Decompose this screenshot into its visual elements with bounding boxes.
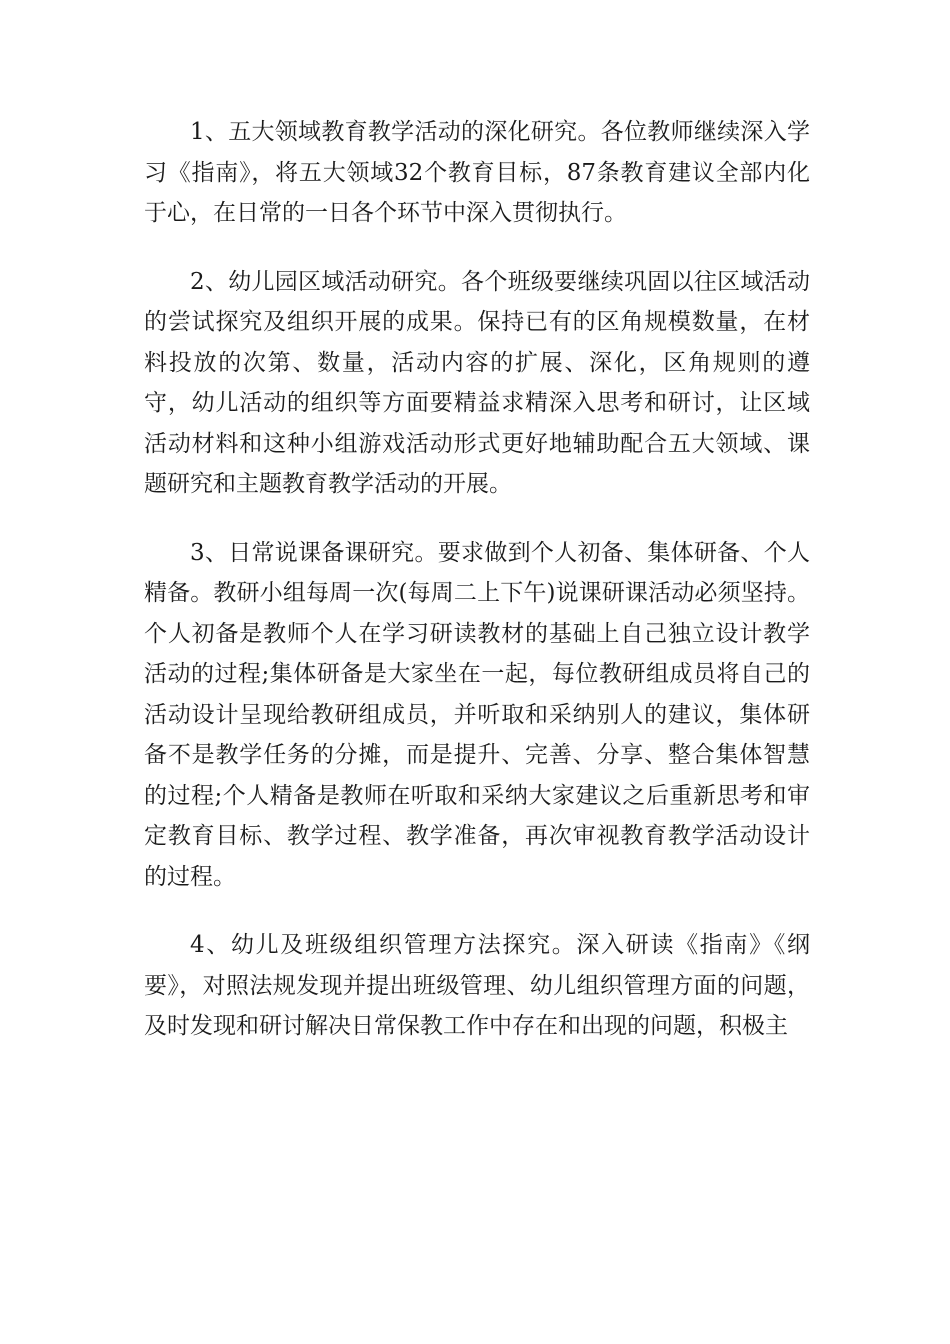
paragraph-2: 2、幼儿园区域活动研究。各个班级要继续巩固以往区域活动的尝试探究及组织开展的成果。保持已有的区角规模数量，在材料投放的次第、数量，活动内容的扩展、深化，区角规则的遵守，幼儿活动的组织等方面要精益求精深入思考和研讨，让区域活动材料和这种小组游戏活动形式更好地辅助配合五大领域、课题研究和主题教育教学活动的开展。 (144, 268, 810, 497)
paragraph-3: 3、日常说课备课研究。要求做到个人初备、集体研备、个人精备。教研小组每周一次(每周二上下午)说课研课活动必须坚持。个人初备是教师个人在学习研读教材的基础上自己独立设计教学活动的过程;集体研备是大家坐在一起，每位教研组成员将自己的活动设计呈现给教研组成员，并听取和采纳别人的建议，集体研备不是教学任务的分摊，而是提升、完善、分享、整合集体智慧的过程;个人精备是教师在听取和采纳大家建议之后重新思考和审定教育目标、教学过程、教学准备，再次审视教育教学活动设计的过程。 (144, 539, 810, 890)
paragraph-1: 1、五大领域教育教学活动的深化研究。各位教师继续深入学习《指南》，将五大领域32个教育目标，87条教育建议全部内化于心，在日常的一日各个环节中深入贯彻执行。 (144, 119, 810, 226)
paragraph-4: 4、幼儿及班级组织管理方法探究。深入研读《指南》《纲要》，对照法规发现并提出班级管理、幼儿组织管理方面的问题，及时发现和研讨解决日常保教工作中存在和出现的问题，积极主 (144, 932, 810, 1039)
document-page (144, 112, 810, 1075)
